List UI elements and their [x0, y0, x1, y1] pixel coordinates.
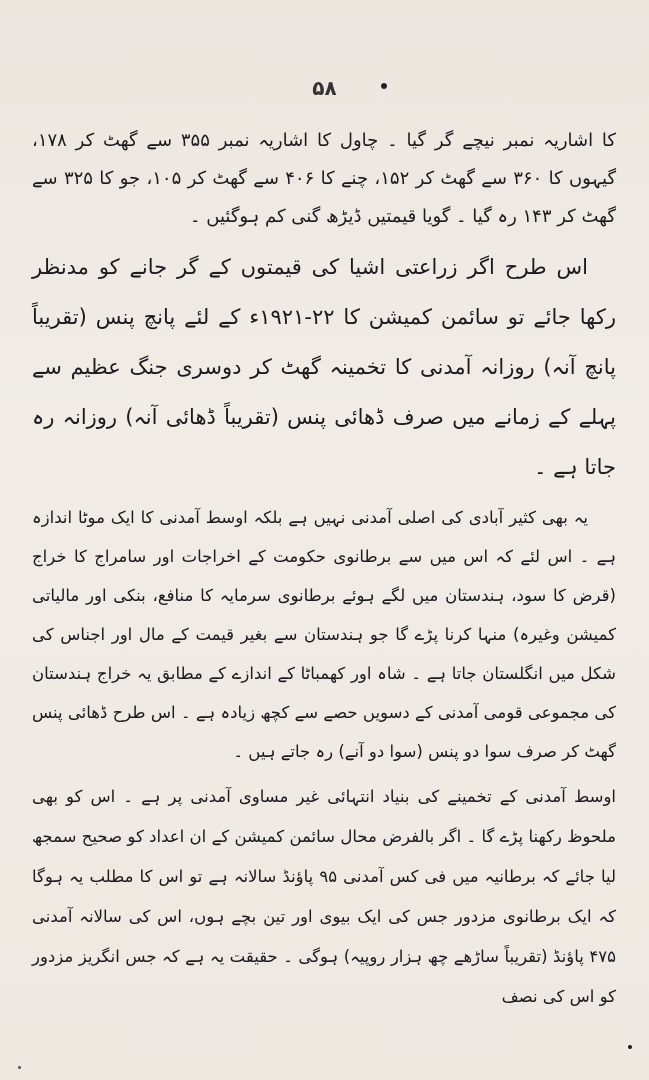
ink-dot [381, 83, 387, 89]
paragraph-price-index: کا اشاریہ نمبر نیچے گر گیا ۔ چاول کا اشاریہ نمبر ۳۵۵ سے گھٹ کر ۱۷۸، گیہوں کا ۳۶۰ سے گھٹ کر ۱۵۲، چنے کا ۴۰۶ سے گھٹ کر ۱۰۵، جو کا ۳۲۵ سے گھٹ کر ۱۴۳ رہ گیا ۔ گویا قیمتیں ڈیڑھ گنی کم ہوگئیں ۔ [32, 130, 617, 227]
paragraph-unequal-income: اوسط آمدنی کے تخمینے کی بنیاد انتہائی غیر مساوی آمدنی پر ہے ۔ اس کو بھی ملحوظ رکھنا پڑے گا ۔ اگر بالفرض محال سائمن کمیشن کے ان اعداد کو صحیح سمجھ لیا جائے کہ برطانیہ میں فی کس آمدنی ۹۵ پاؤنڈ سالانہ ہے تو اس کا مطلب یہ ہوگا کہ ایک برطانوی مزدور جس کی ایک بیوی اور تین بچے ہوں، اس کی سالانہ آمدنی ۴۷۵ پاؤنڈ (تقریباً ساڑھے چھ ہزار روپیہ) ہوگی ۔ حقیقت یہ ہے کہ جس انگریز مزدور کو اس کی نصف [32, 787, 616, 1006]
page-number: ۵۸ [312, 76, 337, 100]
ink-dot [628, 1045, 632, 1049]
paragraph-simon-commission-estimate: اس طرح اگر زراعتی اشیا کی قیمتوں کے گر جانے کو مدنظر رکھا جائے تو سائمن کمیشن کا ۲۲-۱۹۲۱ء کے لئے پانچ پنس (تقریباً پانچ آنہ) روزانہ آمدنی کا تخمینہ گھٹ کر دوسری جنگ عظیم سے پہلے کے زمانے میں صرف ڈھائی پنس (تقریباً ڈھائی آنہ) روزانہ رہ جاتا ہے ۔ [32, 255, 616, 479]
paragraph-tribute-deduction: یہ بھی کثیر آبادی کی اصلی آمدنی نہیں ہے بلکہ اوسط آمدنی کا ایک موٹا اندازہ ہے ۔ اس لئے کہ اس میں سے برطانوی حکومت کے اخراجات اور سامراج کا خراج (قرض کا سود، ہندستان میں لگے ہوئے برطانوی سرمایہ کا منافع، بنکی اور مالیاتی کمیشن وغیرہ) منہا کرنا پڑے گا جو ہندستان سے بغیر قیمت کے مال اور اجناس کی شکل میں انگلستان جاتا ہے ۔ شاہ اور کھمباٹا کے اندازے کے مطابق یہ خراج ہندستان کی مجموعی قومی آمدنی کے دسویں حصے سے کچھ زیادہ ہے ۔ اس طرح ڈھائی پنس گھٹ کر صرف سوا دو پنس (سوا دو آنے) رہ جاتے ہیں ۔ [32, 508, 616, 761]
ink-dot [18, 1066, 21, 1069]
page-body-text [32, 122, 616, 1023]
